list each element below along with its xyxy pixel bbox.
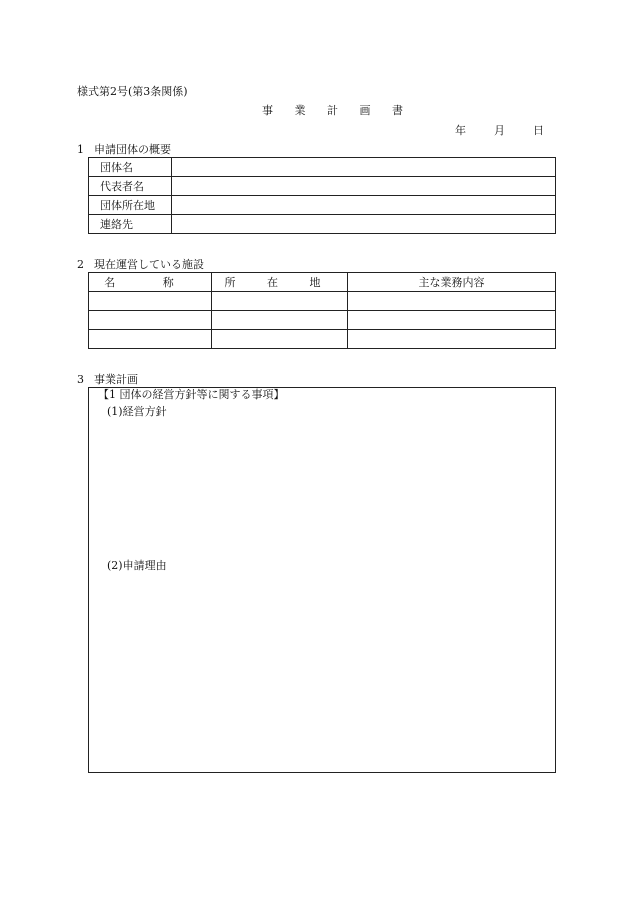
section-1-title: 申請団体の概要 xyxy=(94,143,171,156)
table-row xyxy=(89,196,556,215)
section-1-number: 1 xyxy=(77,143,84,156)
section-2-heading xyxy=(77,259,204,270)
table-row xyxy=(89,158,556,177)
facility-business-cell[interactable] xyxy=(348,330,556,349)
facility-location-header: 所 在 地 xyxy=(212,273,348,292)
section-1-heading xyxy=(77,144,171,155)
table-row xyxy=(89,215,556,234)
org-name-field[interactable] xyxy=(172,158,556,177)
table-row xyxy=(89,292,556,311)
management-policy-label: (1)経営方針 xyxy=(107,405,167,418)
table-row xyxy=(89,177,556,196)
facility-name-cell[interactable] xyxy=(89,292,212,311)
date-year-label: 年 xyxy=(455,124,466,137)
representative-label: 代表者名 xyxy=(89,177,172,196)
section-3-number: 3 xyxy=(77,373,84,386)
date-day-label: 日 xyxy=(533,124,544,137)
facilities-table xyxy=(88,272,556,349)
section-3-title: 事業計画 xyxy=(94,373,138,386)
facility-name-cell[interactable] xyxy=(89,330,212,349)
date-line xyxy=(455,125,544,136)
facility-location-cell[interactable] xyxy=(212,330,348,349)
form-number: 様式第2号(第3条関係) xyxy=(77,85,188,98)
facility-business-cell[interactable] xyxy=(348,311,556,330)
org-address-label: 団体所在地 xyxy=(89,196,172,215)
org-name-label: 団体名 xyxy=(89,158,172,177)
table-header-row xyxy=(89,273,556,292)
plan-heading: 【1 団体の経営方針等に関する事項】 xyxy=(98,388,285,401)
facility-location-cell[interactable] xyxy=(212,311,348,330)
date-month-label: 月 xyxy=(494,124,505,137)
applicant-overview-table xyxy=(88,157,556,234)
contact-field[interactable] xyxy=(172,215,556,234)
business-plan-box[interactable] xyxy=(88,387,556,773)
facility-business-cell[interactable] xyxy=(348,292,556,311)
section-3-heading xyxy=(77,374,138,385)
document-title: 事 業 計 画 書 xyxy=(262,104,412,117)
section-2-number: 2 xyxy=(77,258,84,271)
facility-name-cell[interactable] xyxy=(89,311,212,330)
table-row xyxy=(89,311,556,330)
facility-location-cell[interactable] xyxy=(212,292,348,311)
table-row xyxy=(89,330,556,349)
org-address-field[interactable] xyxy=(172,196,556,215)
section-2-title: 現在運営している施設 xyxy=(94,258,204,271)
facility-name-header: 名 称 xyxy=(89,273,212,292)
contact-label: 連絡先 xyxy=(89,215,172,234)
application-reason-label: (2)申請理由 xyxy=(107,559,167,572)
facility-business-header: 主な業務内容 xyxy=(348,273,556,292)
representative-field[interactable] xyxy=(172,177,556,196)
